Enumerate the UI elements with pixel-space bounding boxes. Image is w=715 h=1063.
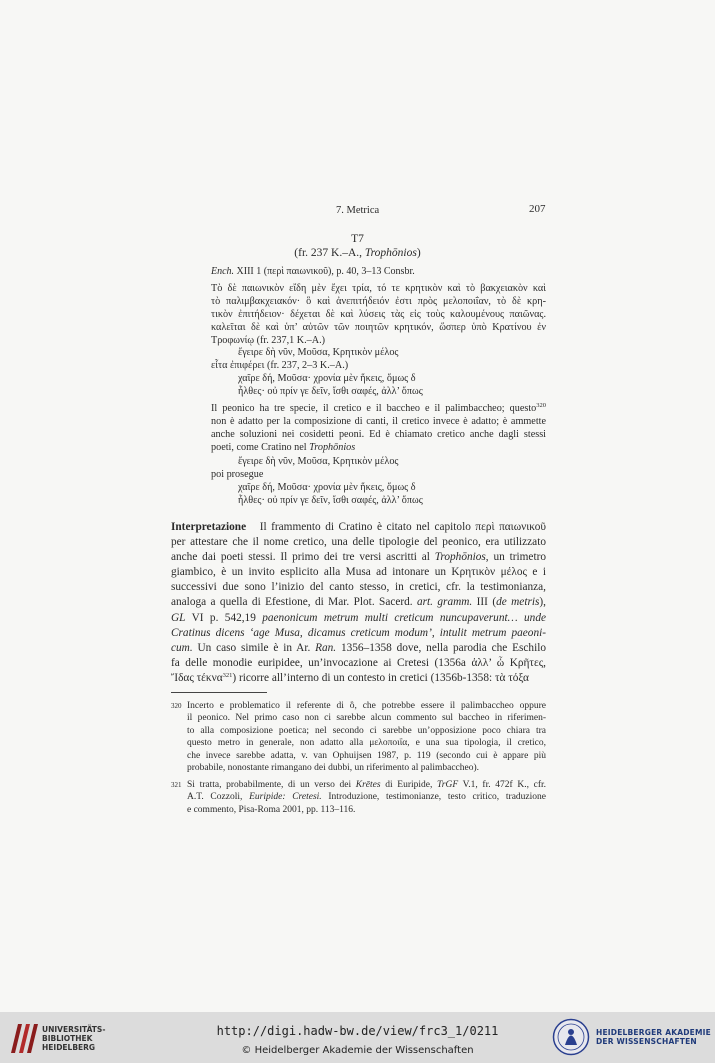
viewer-footer [0, 1012, 715, 1063]
commentary-line: successivi due sono l’inizio del canto stesso, in cretici, cfr. la testimonianza, [171, 581, 546, 594]
footnote-line: e commento, Pisa-Roma 2001, pp. 113–116. [187, 804, 356, 815]
footnote-321 [171, 779, 546, 816]
verse-line: ἔγειρε δὴ νῦν, Μοῦσα, Κρητικὸν μέλος [238, 456, 399, 467]
verse-line: χαῖρε δή, Μοῦσα· χρονία μὲν ἥκεις, ὅμως δ [238, 373, 416, 384]
verse-line: ἦλθες· οὐ πρίν γε δεῖν, ἴσθι σαφές, ἀλλ’ ὅπως [238, 495, 423, 506]
footnote-320 [171, 700, 546, 774]
footnote-line: to alla composizione poetica; nel secondo ci sarebbe un’opposizione poco chiara tra [187, 725, 546, 736]
footnote-line: Incerto e problematico il referente di ὃ, che potrebbe essere il palimbaccheo oppure [187, 701, 546, 711]
translation-line: poeti, come Cratino nel Trophōnios [211, 441, 356, 453]
commentary-line: Interpretazione Il frammento di Cratino è citato nel capitolo περὶ παιωνικοῦ [171, 521, 546, 533]
greek-line: Τὸ δὲ παιωνικὸν εἴδη μὲν ἔχει τρία, τό τε κρητικὸν καὶ τὸ βακχειακὸν καὶ [211, 283, 546, 294]
footnote-line: probabile, nonostante rimangano dei dubbi, un riferimento al palimbaccheo). [187, 762, 480, 773]
footnote-divider [171, 692, 267, 693]
commentary-line: giambico, è un invito esplicito alla Musa ad intonare un Κρητικὸν μέλος e i [171, 566, 546, 579]
translation-passage [211, 403, 546, 455]
running-title: 7. Metrica [336, 205, 380, 216]
translation-line: non è adatto per la composizione di canti, il cretico invece è adatto; è ammette [211, 415, 546, 427]
verse-line: ἔγειρε δὴ νῦν, Μοῦσα, Κρητικὸν μέλος [238, 347, 399, 358]
translation-line: poi prosegue [211, 469, 264, 480]
translation-line: anche soluzioni nei cosidetti peoni. Ed è chiamato cretico anche dagli stessi [211, 428, 546, 440]
permalink-url[interactable]: http://digi.hadw-bw.de/view/frc3_1/0211 [216, 1024, 499, 1038]
commentary-line: anche dai poeti stessi. Il primo dei tre versi ascritti al Trophōnios, un trimetro [171, 551, 546, 564]
academy-name: HEIDELBERGER AKADEMIE DER WISSENSCHAFTEN [596, 1028, 711, 1046]
commentary-line: analoga a quella di Efestione, di Mar. Plot. Sacerd. art. gramm. III (de metris), [171, 596, 546, 609]
footnote-line: che invece sarebbe adatta, v. van Ophuijsen 1987, p. 119 (secondo cui è appare più [187, 750, 546, 761]
commentary-line: fa delle monodie euripidee, un’invocazione ai Cretesi (1356a ἀλλ’ ὦ Κρῆτες, [171, 656, 546, 669]
footnote-ref[interactable]: 321 [222, 671, 233, 679]
section-label: Interpretazione [171, 521, 247, 533]
greek-line: εἶτα ἐπιφέρει (fr. 237, 2–3 K.–A.) [211, 360, 349, 371]
commentary-paragraph [171, 520, 546, 686]
greek-line: τὸ παλιμβακχειακόν· ὃ καὶ ἀνεπιτήδειόν ἐστι πρὸς μελοποιΐαν, τὸ δὲ κρη- [211, 295, 546, 307]
footnote-line: il peonico. Nel primo caso non ci sarebbe alcun commento sul baccheo in riferimen- [187, 713, 546, 724]
footnote-ref[interactable]: 320 [536, 402, 546, 409]
academy-seal-icon[interactable] [552, 1018, 590, 1056]
footnote-line: questo metro in generale, non adatto alla μελοποιΐα, e una sua tipologia, il cretico, [187, 738, 546, 749]
university-library-name: UNIVERSITÄTS- BIBLIOTHEK HEIDELBERG [42, 1025, 106, 1052]
greek-line: καλεῖται δὲ καὶ ὑπ’ αὐτῶν τῶν ποιητῶν κρητικόν, ὥσπερ ὑπὸ Κρατίνου ἐν [211, 321, 546, 333]
copyright-notice: © Heidelberger Akademie der Wissenschaften [241, 1045, 474, 1056]
commentary-line: cum. Un caso simile è in Ar. Ran. 1356–1358 dove, nella parodia che Eschilo [171, 641, 546, 654]
testimonium-heading: T7 [351, 233, 364, 245]
footnote-number: 321 [171, 781, 182, 789]
testimonium-source: (fr. 237 K.–A., Trophōnios) [294, 247, 421, 259]
translation-line: Il peonico ha tre specie, il cretico e il baccheo e il palimbaccheo; questo$^{320}$ [211, 402, 546, 414]
commentary-line: Ἴδας τέκνα$^{321}$) ricorre all’interno di un contesto in cretici (1356b-1358: τὰ τόξα [171, 671, 529, 684]
commentary-line: per attestare che il nome cretico, una delle tipologie del peonico, era utilizzato [171, 536, 546, 549]
commentary-line: GL VI p. 542,19 paenonicum metrum multi creticum nuncupaverunt… unde [171, 611, 546, 624]
footnote-number: 320 [171, 702, 182, 710]
footnote-line: A.T. Cozzoli, Euripide: Cretesi. Introduzione, testimonianze, testo critico, traduzione [187, 792, 546, 803]
greek-line: Τροφωνίῳ (fr. 237,1 K.–A.) [211, 334, 326, 346]
greek-passage [211, 283, 546, 348]
greek-line: τικὸν ἐπιτήδειον· δέχεται δὲ καὶ λύσεις τὰς εἰς τοὺς καλουμένους παιῶνας. [211, 308, 546, 320]
verse-line: χαῖρε δή, Μοῦσα· χρονία μὲν ἥκεις, ὅμως δ [238, 482, 416, 493]
page-number: 207 [529, 203, 546, 215]
commentary-line: Cratinus dicens ‘age Musa, dicamus creticum modum’, intulit metrum paeoni- [171, 626, 546, 639]
verse-line: ἦλθες· οὐ πρίν γε δεῖν, ἴσθι σαφές, ἀλλ’ ὅπως [238, 386, 423, 397]
footnote-line: Si tratta, probabilmente, di un verso dei Krētes di Euripide, TrGF V.1, fr. 472f K., cfr. [187, 780, 546, 790]
testimonium-citation: Ench. XIII 1 (περὶ παιωνικοῦ), p. 40, 3–13 Consbr. [211, 266, 415, 277]
